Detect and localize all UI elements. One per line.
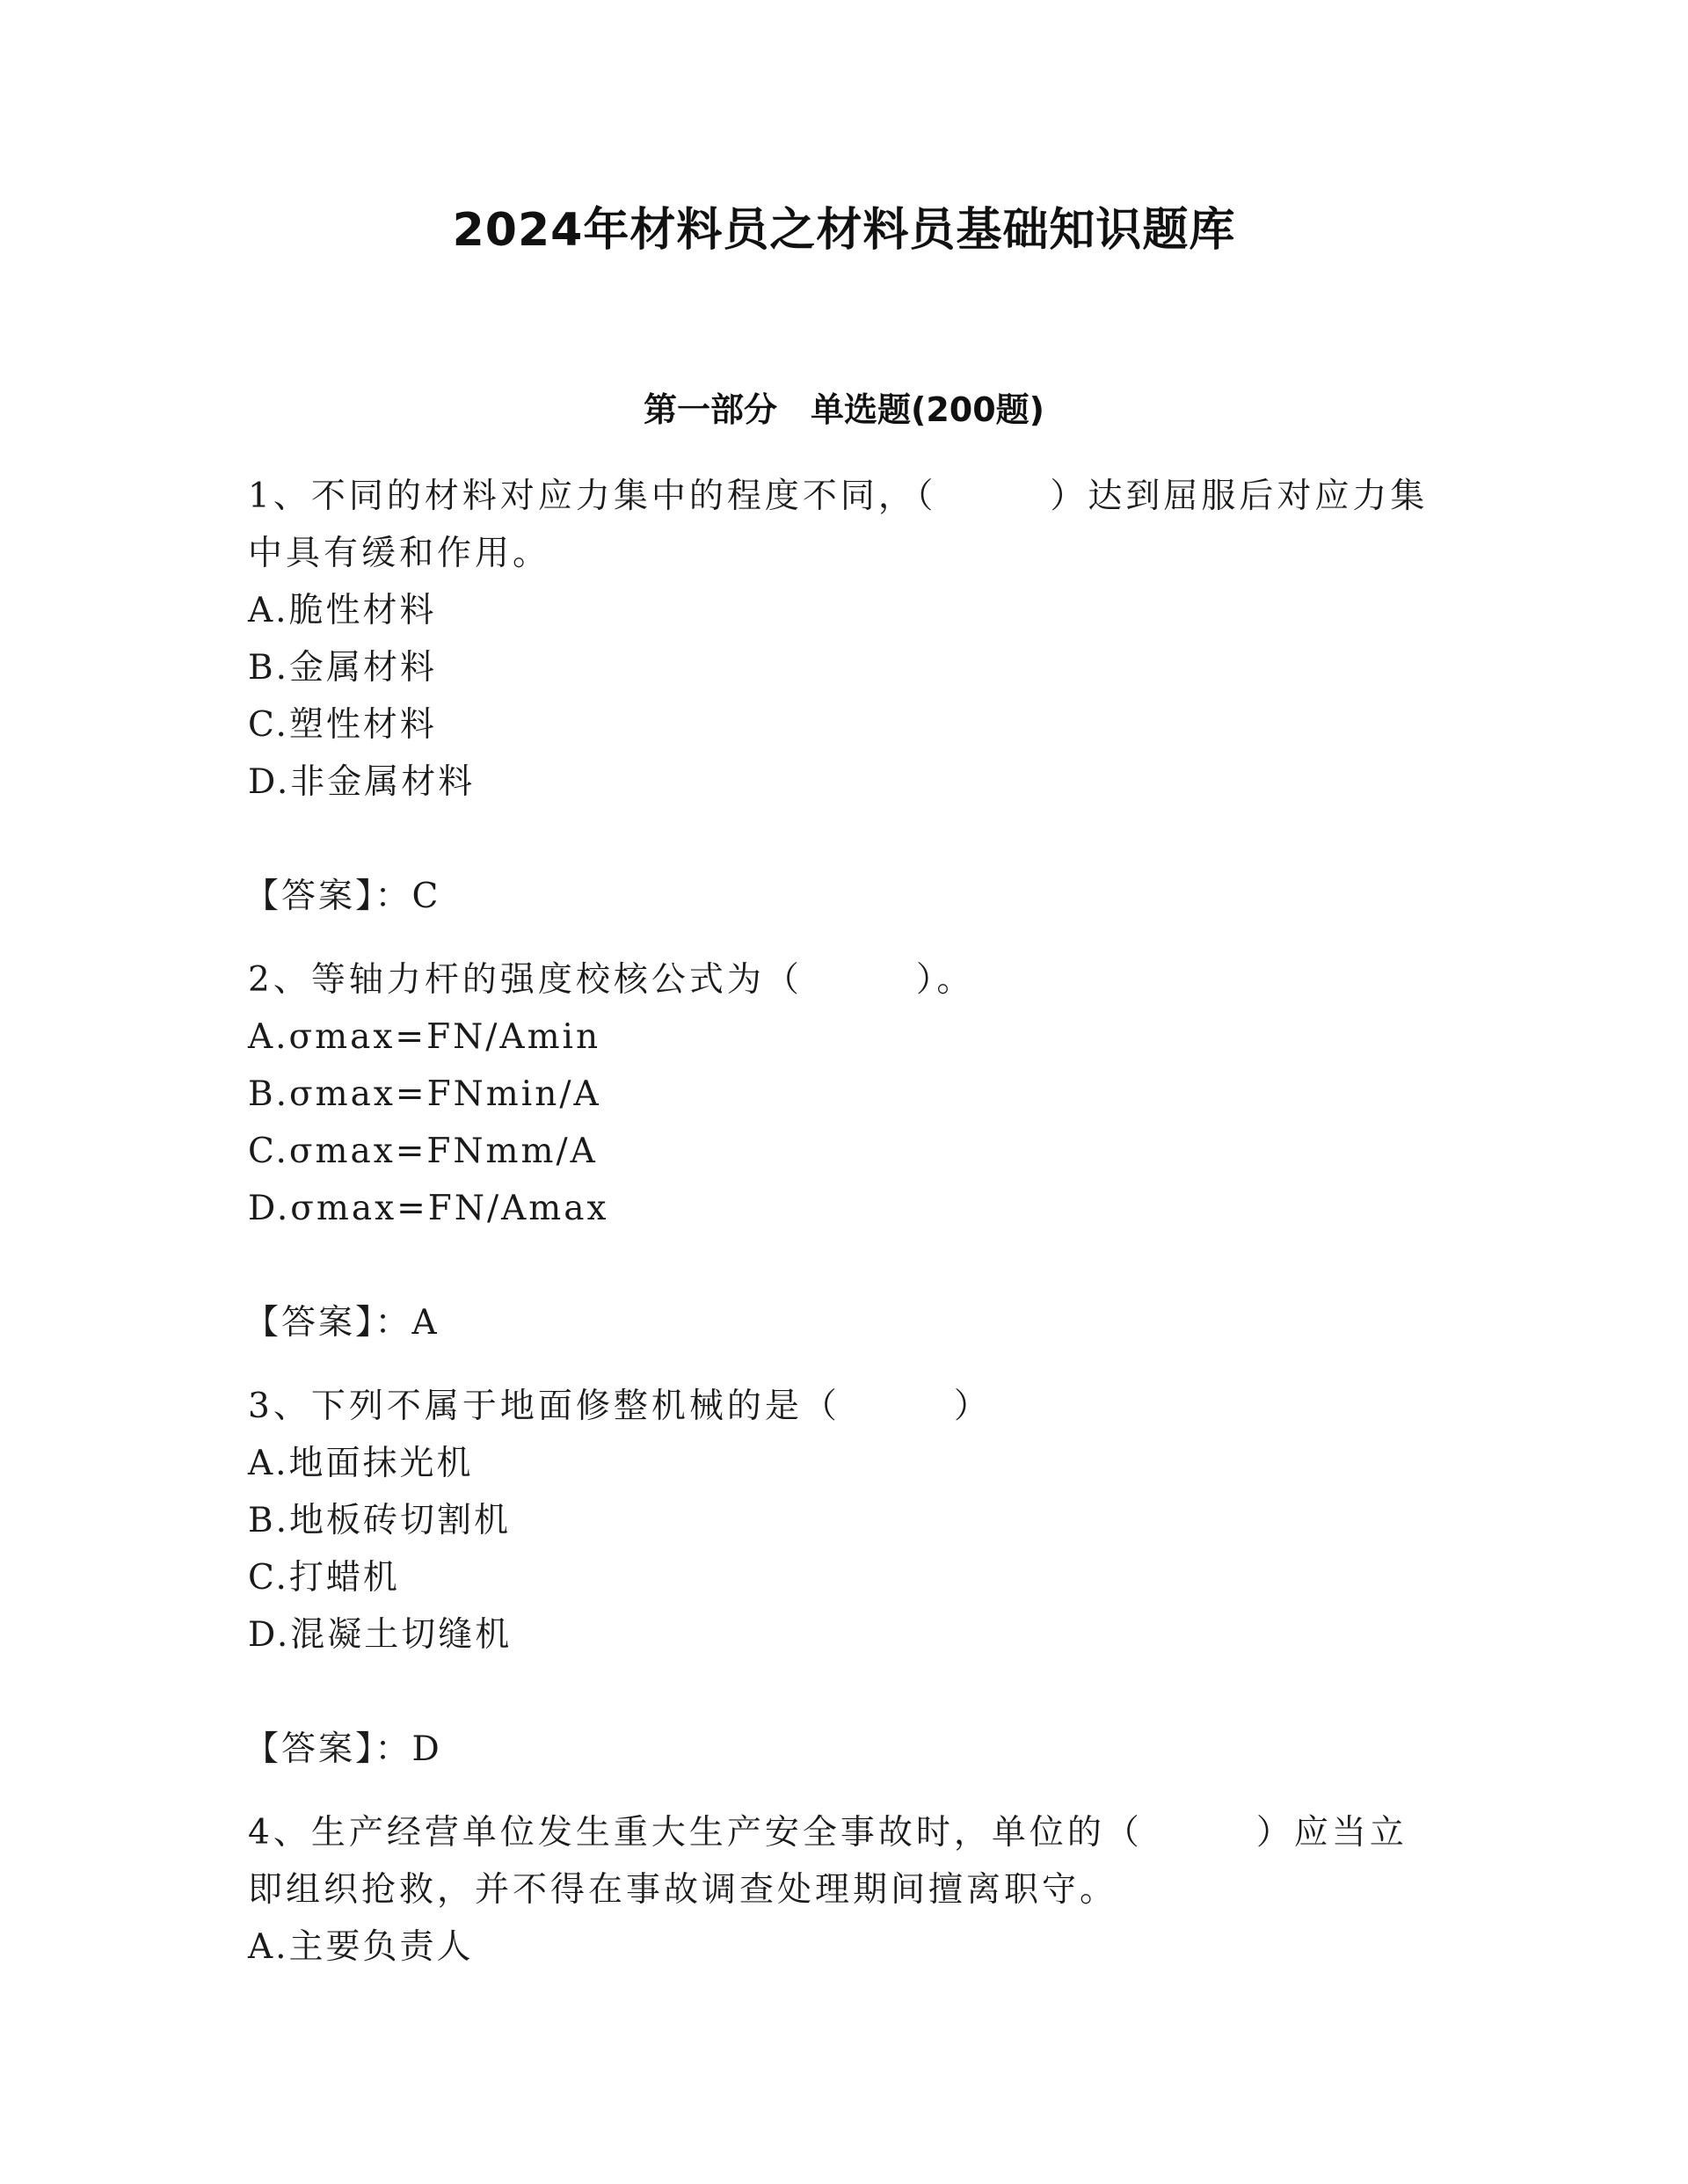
question-stem: 3、下列不属于地面修整机械的是（ ）	[248, 1387, 992, 1426]
option-d: D.非金属材料	[248, 762, 476, 802]
answer-line: 【答案】：A	[244, 1303, 440, 1343]
option-c: C.σmax=FNmm/A	[248, 1132, 598, 1171]
option-a: A.地面抹光机	[248, 1444, 474, 1483]
answer-line: 【答案】：D	[244, 1729, 442, 1769]
option-a: A.主要负责人	[248, 1927, 474, 1967]
question-1	[244, 468, 1431, 925]
question-stem: 2、等轴力杆的强度校核公式为（ ）。	[248, 960, 975, 1000]
option-d: D.混凝土切缝机	[248, 1615, 513, 1655]
option-c: C.塑性材料	[248, 705, 437, 745]
option-d: D.σmax=FN/Amax	[248, 1189, 609, 1228]
question-4	[248, 1804, 1431, 1976]
document-title: 2024年材料员之材料员基础知识题库	[452, 204, 1236, 257]
question-list	[244, 468, 1431, 1976]
option-a: A.σmax=FN/Amin	[248, 1017, 601, 1057]
option-c: C.打蜡机	[248, 1558, 400, 1598]
question-2	[244, 951, 1431, 1351]
option-a: A.脆性材料	[248, 591, 437, 630]
option-b: B.σmax=FNmin/A	[248, 1074, 601, 1114]
answer-line: 【答案】：C	[244, 877, 441, 916]
question-stem: 1、不同的材料对应力集中的程度不同，（ ）达到屈服后对应力集中具有缓和作用。	[248, 477, 1429, 573]
question-3	[244, 1378, 1431, 1778]
option-b: B.金属材料	[248, 648, 438, 688]
option-b: B.地板砖切割机	[248, 1501, 512, 1540]
section-title: 第一部分 单选题(200题)	[643, 390, 1045, 429]
question-stem: 4、生产经营单位发生重大生产安全事故时，单位的（ ）应当立即组织抢救，并不得在事故调查处理期间擅离职守。	[248, 1813, 1408, 1910]
